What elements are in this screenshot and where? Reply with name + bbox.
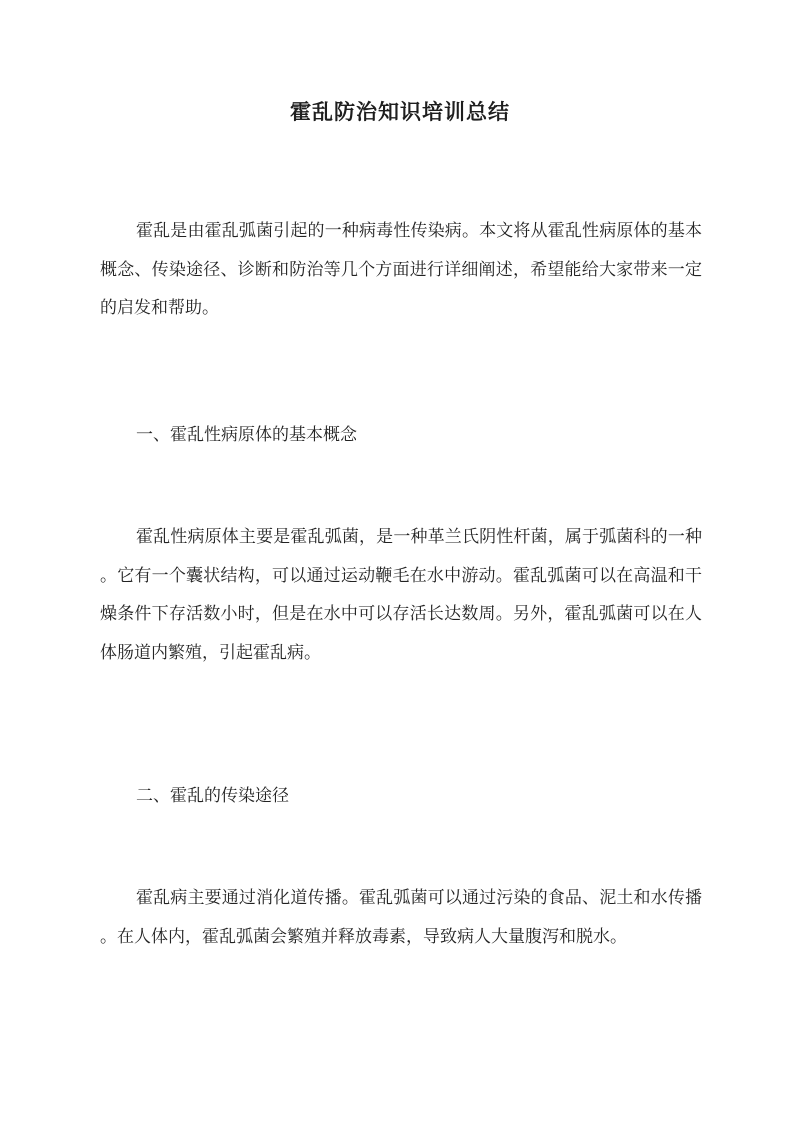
section-heading-2: 二、霍乱的传染途径 [136,786,289,806]
document-title: 霍乱防治知识培训总结 [290,99,510,124]
section-body-1: 霍乱性病原体主要是霍乱弧菌，是一种革兰氏阴性杆菌，属于弧菌科的一种。它有一个囊状结构，可以通过运动鞭毛在水中游动。霍乱弧菌可以在高温和干燥条件下存活数小时，但是在水中可以存活长达数周。另外，霍乱弧菌可以在人体肠道内繁殖，引起霍乱病。 [100,527,702,663]
section-heading-1: 一、霍乱性病原体的基本概念 [136,425,357,445]
section-body-2: 霍乱病主要通过消化道传播。霍乱弧菌可以通过污染的食品、泥土和水传播。在人体内，霍乱弧菌会繁殖并释放毒素，导致病人大量腹泻和脱水。 [100,888,702,947]
intro-paragraph: 霍乱是由霍乱弧菌引起的一种病毒性传染病。本文将从霍乱性病原体的基本概念、传染途径、诊断和防治等几个方面进行详细阐述，希望能给大家带来一定的启发和帮助。 [100,221,702,318]
